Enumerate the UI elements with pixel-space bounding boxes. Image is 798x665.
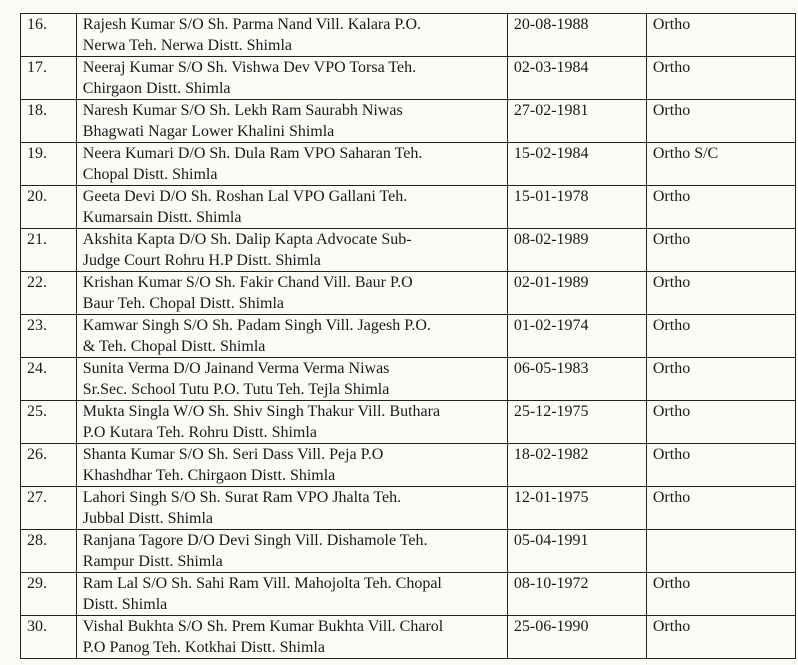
date-of-birth-cell: 05-04-1991 bbox=[507, 530, 646, 573]
table-row bbox=[21, 272, 796, 315]
date-of-birth-cell: 20-08-1988 bbox=[507, 14, 646, 57]
category-cell: Ortho bbox=[646, 401, 795, 444]
category-cell: Ortho bbox=[646, 57, 795, 100]
candidate-details-line-1: Mukta Singla W/O Sh. Shiv Singh Thakur Vill. Buthara bbox=[82, 403, 441, 420]
candidate-details-cell bbox=[76, 487, 507, 530]
candidate-details-cell bbox=[76, 573, 507, 616]
table-row bbox=[21, 530, 796, 573]
candidate-details-line-1: Kamwar Singh S/O Sh. Padam Singh Vill. Jagesh P.O. bbox=[82, 317, 431, 334]
candidate-details-cell bbox=[76, 272, 507, 315]
candidate-details-cell bbox=[76, 401, 507, 444]
date-of-birth-cell: 01-02-1974 bbox=[507, 315, 646, 358]
serial-number-cell: 23. bbox=[21, 315, 77, 358]
category-cell: Ortho bbox=[646, 186, 795, 229]
candidate-details-line-1: Shanta Kumar S/O Sh. Seri Dass Vill. Peja P.O bbox=[82, 446, 384, 463]
candidate-details-line-2: Bhagwati Nagar Lower Khalini Shimla bbox=[82, 123, 335, 140]
category-cell: Ortho bbox=[646, 272, 795, 315]
serial-number-cell: 29. bbox=[21, 573, 77, 616]
date-of-birth-cell: 02-03-1984 bbox=[507, 57, 646, 100]
table-row bbox=[21, 487, 796, 530]
candidate-details-line-1: Akshita Kapta D/O Sh. Dalip Kapta Advocate Sub- bbox=[82, 231, 412, 248]
candidate-details-line-2: Distt. Shimla bbox=[82, 596, 168, 613]
category-cell: Ortho bbox=[646, 358, 795, 401]
candidate-details-line-1: Krishan Kumar S/O Sh. Fakir Chand Vill. Baur P.O bbox=[82, 274, 413, 291]
candidate-details-line-2: P.O Panog Teh. Kotkhai Distt. Shimla bbox=[82, 639, 325, 656]
date-of-birth-cell: 25-12-1975 bbox=[507, 401, 646, 444]
candidate-details-line-1: Ram Lal S/O Sh. Sahi Ram Vill. Mahojolta Teh. Chopal bbox=[82, 575, 442, 592]
table-row bbox=[21, 315, 796, 358]
serial-number-cell: 22. bbox=[21, 272, 77, 315]
serial-number-cell: 27. bbox=[21, 487, 77, 530]
serial-number-cell: 21. bbox=[21, 229, 77, 272]
serial-number-cell: 16. bbox=[21, 14, 77, 57]
candidate-details-line-1: Lahori Singh S/O Sh. Surat Ram VPO Jhalta Teh. bbox=[82, 489, 402, 506]
candidate-details-line-2: Baur Teh. Chopal Distt. Shimla bbox=[82, 295, 285, 312]
date-of-birth-cell: 25-06-1990 bbox=[507, 616, 646, 659]
candidate-details-line-2: Rampur Distt. Shimla bbox=[82, 553, 223, 570]
serial-number-cell: 17. bbox=[21, 57, 77, 100]
candidate-details-line-2: Chopal Distt. Shimla bbox=[82, 166, 218, 183]
candidate-details-cell bbox=[76, 186, 507, 229]
date-of-birth-cell: 08-02-1989 bbox=[507, 229, 646, 272]
candidate-details-line-2: Kumarsain Distt. Shimla bbox=[82, 209, 242, 226]
candidate-details-cell bbox=[76, 444, 507, 487]
candidate-details-cell bbox=[76, 616, 507, 659]
table-row bbox=[21, 186, 796, 229]
serial-number-cell: 20. bbox=[21, 186, 77, 229]
candidate-details-cell bbox=[76, 57, 507, 100]
category-cell bbox=[646, 530, 795, 573]
date-of-birth-cell: 27-02-1981 bbox=[507, 100, 646, 143]
candidate-details-line-2: Khashdhar Teh. Chirgaon Distt. Shimla bbox=[82, 467, 336, 484]
candidate-details-line-2: Chirgaon Distt. Shimla bbox=[82, 80, 231, 97]
category-cell: Ortho bbox=[646, 229, 795, 272]
table-row bbox=[21, 616, 796, 659]
category-cell: Ortho bbox=[646, 14, 795, 57]
table-row bbox=[21, 100, 796, 143]
candidate-details-cell bbox=[76, 143, 507, 186]
serial-number-cell: 28. bbox=[21, 530, 77, 573]
date-of-birth-cell: 12-01-1975 bbox=[507, 487, 646, 530]
candidate-details-line-2: Sr.Sec. School Tutu P.O. Tutu Teh. Tejla Shimla bbox=[82, 381, 390, 398]
candidate-details-line-1: Ranjana Tagore D/O Devi Singh Vill. Dishamole Teh. bbox=[82, 532, 428, 549]
candidate-details-line-1: Vishal Bukhta S/O Sh. Prem Kumar Bukhta Vill. Charol bbox=[82, 618, 444, 635]
candidate-details-line-1: Neera Kumari D/O Sh. Dula Ram VPO Saharan Teh. bbox=[82, 145, 423, 162]
candidate-details-line-2: Nerwa Teh. Nerwa Distt. Shimla bbox=[82, 37, 292, 54]
candidate-details-cell bbox=[76, 315, 507, 358]
candidate-details-line-1: Naresh Kumar S/O Sh. Lekh Ram Saurabh Niwas bbox=[82, 102, 403, 119]
table-row bbox=[21, 143, 796, 186]
table-row bbox=[21, 401, 796, 444]
candidate-details-line-2: Judge Court Rohru H.P Distt. Shimla bbox=[82, 252, 321, 269]
serial-number-cell: 24. bbox=[21, 358, 77, 401]
candidate-table-body bbox=[21, 14, 796, 659]
candidate-details-cell bbox=[76, 14, 507, 57]
date-of-birth-cell: 06-05-1983 bbox=[507, 358, 646, 401]
date-of-birth-cell: 02-01-1989 bbox=[507, 272, 646, 315]
category-cell: Ortho bbox=[646, 487, 795, 530]
table-row bbox=[21, 14, 796, 57]
candidate-details-line-2: Jubbal Distt. Shimla bbox=[82, 510, 214, 527]
category-cell: Ortho bbox=[646, 100, 795, 143]
table-row bbox=[21, 573, 796, 616]
candidate-details-line-1: Neeraj Kumar S/O Sh. Vishwa Dev VPO Torsa Teh. bbox=[82, 59, 417, 76]
table-row bbox=[21, 57, 796, 100]
candidate-details-line-1: Sunita Verma D/O Jainand Verma Verma Niwas bbox=[82, 360, 390, 377]
candidate-details-line-1: Rajesh Kumar S/O Sh. Parma Nand Vill. Kalara P.O. bbox=[82, 16, 422, 33]
serial-number-cell: 18. bbox=[21, 100, 77, 143]
candidate-details-cell bbox=[76, 530, 507, 573]
candidate-details-cell bbox=[76, 100, 507, 143]
serial-number-cell: 26. bbox=[21, 444, 77, 487]
category-cell: Ortho bbox=[646, 573, 795, 616]
table-row bbox=[21, 358, 796, 401]
date-of-birth-cell: 15-02-1984 bbox=[507, 143, 646, 186]
table-row bbox=[21, 444, 796, 487]
serial-number-cell: 19. bbox=[21, 143, 77, 186]
candidate-details-line-1: Geeta Devi D/O Sh. Roshan Lal VPO Gallani Teh. bbox=[82, 188, 408, 205]
candidate-details-line-2: P.O Kutara Teh. Rohru Distt. Shimla bbox=[82, 424, 317, 441]
category-cell: Ortho S/C bbox=[646, 143, 795, 186]
category-cell: Ortho bbox=[646, 616, 795, 659]
candidate-details-cell bbox=[76, 358, 507, 401]
date-of-birth-cell: 08-10-1972 bbox=[507, 573, 646, 616]
candidate-details-cell bbox=[76, 229, 507, 272]
category-cell: Ortho bbox=[646, 444, 795, 487]
date-of-birth-cell: 15-01-1978 bbox=[507, 186, 646, 229]
table-row bbox=[21, 229, 796, 272]
category-cell: Ortho bbox=[646, 315, 795, 358]
serial-number-cell: 25. bbox=[21, 401, 77, 444]
candidate-details-line-2: & Teh. Chopal Distt. Shimla bbox=[82, 338, 266, 355]
serial-number-cell: 30. bbox=[21, 616, 77, 659]
candidate-table bbox=[20, 13, 796, 659]
date-of-birth-cell: 18-02-1982 bbox=[507, 444, 646, 487]
